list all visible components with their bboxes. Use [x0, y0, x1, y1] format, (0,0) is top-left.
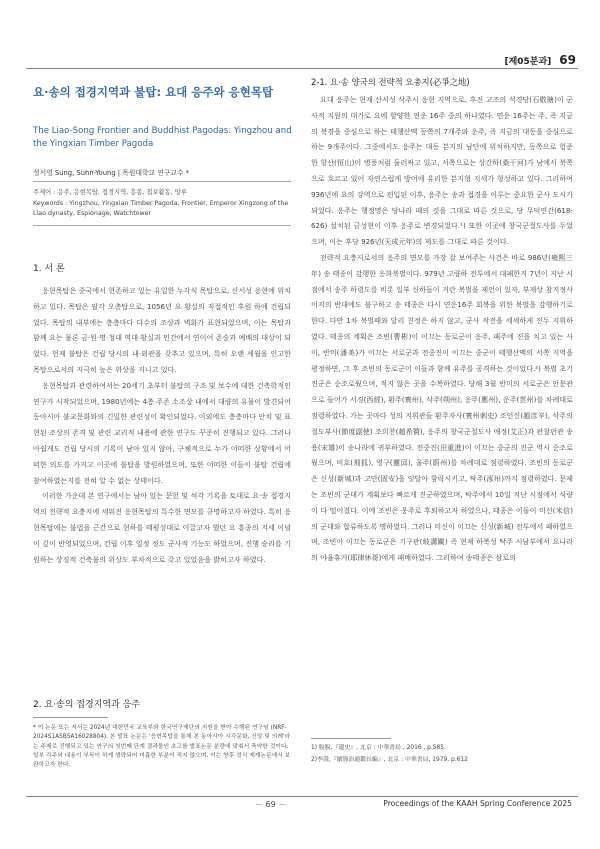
- paper-title-english: The Liao-Song Frontier and Buddhist Pagodas: Yingzhou and the Yingxian Timber Pagoda: [33, 126, 292, 149]
- paragraph: 응현목탑은 중국에서 현존하고 있는 유일한 누각식 목탑으로, 산서성 응현에 위치하고 있다. 목탑은 팔각 오층탑으로, 1056년 요 황실의 직접적인 후원 하에 건립되었다. 목탑의 내부에는 층층마다 다수의 조상과 벽화가 표현되었으며, 이는 목탑과 함께 요는 물론 금·원·명·청대 역대 황실과 민간에서 연이어 존숭과 예배의 대상이 되었다. 현재 불탑은 건립 당시의 내·외관을 갖추고 있으며, 특히 오랜 세월을 인고한 목탑으로서의 지극히 높은 위상을 지니고 있다.: [33, 286, 291, 374]
- author-line: 성서영 Sung, Suhn-Young | 목원대학교 연구교수 *: [33, 169, 190, 177]
- keywords-top-divider: [33, 181, 291, 182]
- section-heading-introduction: 1. 서 론: [33, 264, 65, 274]
- reference-item: 2)李燾,『續資治通鑑長編』, 北京 : 中華書局, 1979, p.612: [311, 757, 468, 763]
- subsection-heading: 2-1. 요·송 양국의 전략적 요충지(必爭之地): [311, 77, 470, 87]
- section-heading-frontier: 2. 요·송의 접경지역과 응주: [33, 700, 140, 710]
- header-divider: [26, 68, 578, 69]
- paper-title-korean: 요·송의 접경지역과 불탑: 요대 응주와 응현목탑: [33, 85, 274, 99]
- keywords-bottom-divider: [33, 225, 291, 226]
- footer-proceedings-title: Proceedings of the KAAH Spring Conference 2025: [383, 799, 572, 808]
- paragraph: 요대 응주는 현재 산서성 삭주시 응현 지역으로, 후진 고조의 석경당(石敬瑭)이 군사적 지원의 대가로 요에 할양한 연운 16주 중의 하나였다. 연운 16주는 주, 즉 지금의 북경을 중심으로 하는 태행산맥 동쪽의 7개주와 운주, 즉 지금의 대동을 중심으로 하는 9개주이다. 그중에서도 응주는 대동 분지의 남단에 위치하지만, 동쪽으로 험준한 항산(恒山)이 병풍처럼 둘러싸고 있고, 서쪽으로는 상간하(桑干河)가 남에서 북쪽으로 흐르고 있어 자연스럽게 방어에 유리한 분지형 지세가 형성하고 있다. 그리하여 936년에 요의 강역으로 편입된 이후, 응주는 송과 접경을 이루는 중요한 군사 도시가 되었다. 응주는 행정명은 당나라 때의 것을 그대로 따른 것으로, 당 무덕연간(618-626) 설치된 금성현이 이후 응주로 변경되었다.¹) 또한 이곳에 창국군절도사를 두었으며, 이는 후당 926년(天成元年)의 제도를 그대로 따른 것이다.: [311, 95, 573, 247]
- footer-page-number: － 69 －: [255, 800, 287, 809]
- paragraph: 전략적 요충지로서의 응주의 면모를 가장 잘 보여주는 사건은 바로 986년(雍熙三年) 송 태종이 감행한 옹희북벌이다. 979년 고량하 전투에서 대패한지 7년이 지난 시점에서 송주 하령도를 비롯 일부 신하들이 거란 북벌을 제언이 있자, 부재상 참지정사 이지의 반대에도 불구하고 송 태종은 다시 연운16주 회복을 위한 북벌을 감행하기로 한다. 다만 1차 북벌때와 달리 친정은 하지 않고, 군사 작전을 세세하게 진두 지휘하였다. 태종의 계획은 조빈(曹彬)이 이끄는 동로군이 응주, 패주에 진을 치고 있는 사이, 반미(潘美)가 이끄는 서로군과 전중진이 이끄는 중군이 태행산맥의 서쪽 지역을 평정하면, 그 후 조빈의 동로군이 이들과 함께 유주를 공격하는 것이었다.²) 북벌 초기 진군은 순조로웠으며, 적지 않은 곳을 수복하였다. 당해 3월 반미의 서로군은 안문관으로 들어가 서경(西經), 환주(寰州), 삭주(朔州), 응주(應州), 운주(雲州)를 차례대로 점령하였다. 가는 곳마다 성의 지휘관들 환주자사(寰州刺史) 조언신(趙彦辛), 삭주의 절도부사(節度副使) 조희찬(趙希贊), 응주의 창국군절도사 애정(艾正)과 관찰판관 송용(宋雄)이 송나라에 귀부하였다. 전중진(田重進)이 이끄는 중군의 진군 역시 순조로웠으며, 비호(飛狐), 영구(靈邱), 울주(蔚州)를 차례대로 점령하였다. 조빈의 동로군은 신성(新城)과 고안(固安)을 잇달아 함락시키고, 탁주(涿州)까지 점령하였다. 문제는 조빈의 군대가 계획보다 빠르게 진군하였으며, 탁주에서 10일 지난 시점에서 식량이 다 떨어졌다. 이에 조빈은 웅주로 후퇴하고자 하였으나, 태종은 이들이 미신(米信)의 군대와 합류하도록 명하였다. 그러나 미신이 이끄는 신성(新城) 전투에서 패하였으며, 조빈이 이끄는 동로군은 기구관(岐溝關) 즉 현재 하북성 탁주 시남부에서 요나라의 야율휴거(耶律休哥)에게 패배하였다. 그리하여 송태종은 삼로의: [311, 252, 573, 563]
- footer-divider: [26, 796, 578, 797]
- keywords-korean: 주제어 : 응주, 응현목탑, 접경지역, 흥종, 첩보활동, 망루: [33, 189, 187, 196]
- keywords-english: Keywords : Yingzhou, Yingxian Timber Pagoda, Frontier, Emperor Xingzong of the Liao dynasty, Espionage, Watchtower: [33, 199, 289, 217]
- right-column-body: [311, 92, 573, 566]
- keywords-block: [33, 188, 291, 220]
- paragraph: 응현목탑과 관련하여서는 20세기 초부터 불탑의 구조 및 보수에 대한 건축학적인 연구가 시작되었으며, 1980년에는 4층 주존 소조상 내에서 대량의 유물이 발견되어 동아시아 불교문화와의 긴밀한 관련성이 확인되었다. 이외에도 층층마다 안치 및 표현된 조상의 존격 및 관련 교리적 내용에 관한 연구도 꾸준히 진행되고 있다. 그러나 아쉽게도 건립 당시의 기록이 남아 있지 않아, 구체적으로 누가 어떠한 상황에서 어떠한 의도를 가지고 이곳에 불탑을 발원하였으며, 또한 어떠한 이들이 불탑 건립에 참여하였는지를 전혀 알 수 없는 상태이다.: [33, 380, 291, 485]
- references-divider: [311, 738, 391, 739]
- footnote-divider: [33, 717, 108, 718]
- left-column-body: [33, 283, 291, 567]
- section-label: [제05분과]: [504, 57, 552, 67]
- header-page-number: 69: [559, 53, 576, 67]
- paragraph: 이러한 가운데 본 연구에서는 남아 있는 문헌 및 석각 기록을 토대로 요·송 접경지역의 전략적 요충지에 세워진 응현목탑의 특수한 면모를 규명하고자 하였다. 특히 응현목탑에는 불법을 근간으로 현하를 태평성대로 이끌고자 했던 요 흥종의 지세 이념이 깊이 반영되었으며, 건립 이후 일정 정도 군사적 기능도 하였으며, 진행 승리를 기원하는 상징적 건축물의 위상도 부차적으로 갖고 있었음을 밝히고자 하였다.: [33, 491, 291, 564]
- reference-item: 1) 脫脫,『遼史』, 北京 : 中華書局 , 2016 , p.585.: [311, 745, 446, 751]
- funding-footnote: * 이 논문 또는 저서는 2024년 대한민국 교육부와 한국연구재단의 지원을 받아 수행된 연구임 (NRF-2024S1A5B5A16028804). 본 발표 논문은 '응현목탑을 통해 본 동아시아 시각문화, 신앙 및 의례'라는 주제로 진행되고 있는 연구의 첫번째 단계 결과물인 초고를 발표논문 분량에 맞춰서 축약한 것이다. 일부 각주와 내용이 부득이 하게 생략되어 미흡한 부분이 적지 않으며, 이는 향후 정식 게재논문에서 보완하고자 한다.: [33, 725, 291, 769]
- page-header: [504, 53, 576, 67]
- references-list: [311, 742, 573, 766]
